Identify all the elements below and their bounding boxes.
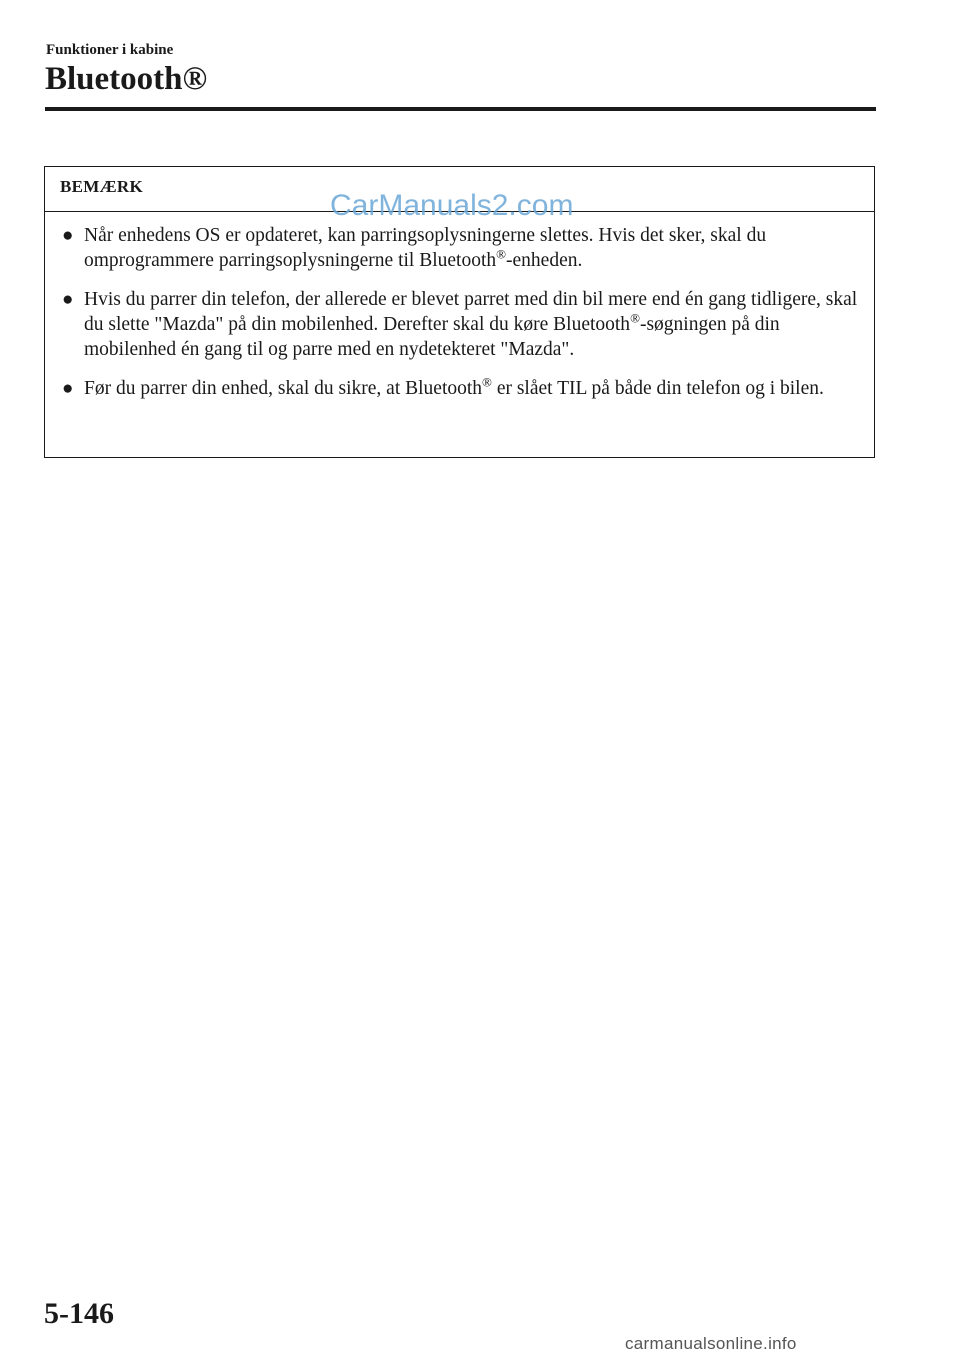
bullet-icon: ● (62, 289, 74, 310)
registered-mark: ® (482, 374, 492, 390)
note-item-2-text: Hvis du parrer din telefon, der allerede er blevet parret med din bil mere end én gang tidligere, skal du slette "Mazda" på din mobilenhed. Derefter skal du køre Bluetooth (84, 289, 858, 335)
note-item-1-text-end: -enheden. (506, 250, 583, 271)
section-label: Funktioner i kabine (46, 42, 174, 58)
bullet-icon: ● (62, 378, 74, 399)
page-title: Bluetooth® (45, 61, 208, 97)
registered-mark: ® (630, 310, 640, 326)
note-item-1 (62, 223, 858, 273)
note-item-2 (62, 287, 858, 362)
note-list (45, 212, 874, 401)
note-item-3 (62, 376, 858, 401)
watermark-logo: CarManuals2.com (330, 189, 574, 222)
page-number: 5-146 (44, 1297, 114, 1330)
note-heading: BEMÆRK (45, 167, 874, 212)
note-box (44, 166, 875, 458)
title-rule (45, 107, 876, 111)
footer-watermark: carmanualsonline.info (625, 1334, 797, 1353)
note-item-3-text-end: er slået TIL på både din telefon og i bilen. (491, 378, 824, 399)
bullet-icon: ● (62, 225, 74, 246)
note-item-3-text: Før du parrer din enhed, skal du sikre, at Bluetooth (84, 378, 483, 399)
registered-mark: ® (496, 246, 507, 262)
note-item-1-text: Når enhedens OS er opdateret, kan parringsoplysningerne slettes. Hvis det sker, skal du omprogrammere parringsoplysningerne til Bluetooth (84, 225, 767, 271)
note-item-2-text-end: -søgningen på din mobilenhed én gang til og parre med en nydetekteret "Mazda". (84, 314, 780, 360)
